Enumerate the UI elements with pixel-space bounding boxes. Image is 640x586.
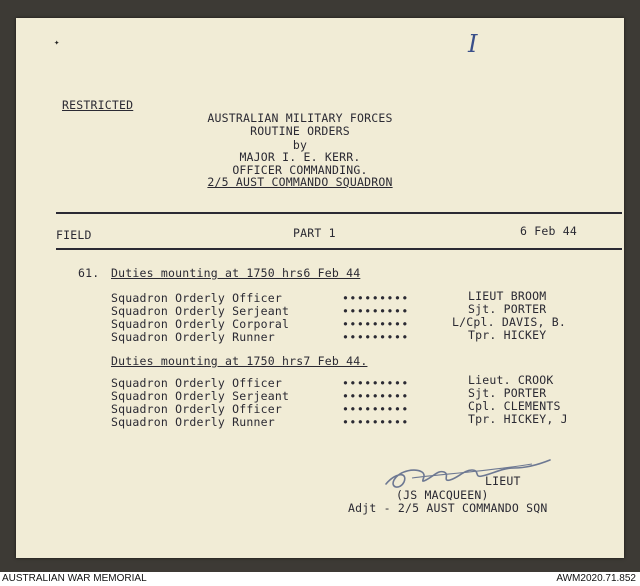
page-mark: I (468, 30, 478, 58)
section1-dots-1: ••••••••• (342, 291, 409, 305)
header-line-2: ROUTINE ORDERS (250, 124, 350, 138)
section1-duty-1: Squadron Orderly Officer (111, 291, 282, 305)
section2-dots-4: ••••••••• (342, 415, 409, 429)
top-rule (56, 212, 622, 214)
section1-duty-3: Squadron Orderly Corporal (111, 317, 290, 331)
signatory-rank: LIEUT (485, 474, 521, 488)
field-label: FIELD (56, 228, 92, 242)
section2-heading: Duties mounting at 1750 hrs7 Feb 44. (111, 354, 368, 368)
bottom-rule (56, 248, 622, 250)
section2-duty-4: Squadron Orderly Runner (111, 415, 275, 429)
handwritten-signature (382, 458, 552, 492)
archive-footer (0, 572, 640, 586)
archive-reference: AWM2020.71.852 (556, 573, 636, 584)
signatory-name: (JS MACQUEEN) (396, 488, 489, 502)
part-label: PART 1 (293, 226, 336, 240)
section2-dots-3: ••••••••• (342, 402, 409, 416)
header-line-6: 2/5 AUST COMMANDO SQUADRON (207, 175, 393, 189)
ink-speck: ✦ (54, 38, 60, 48)
section2-dots-2: ••••••••• (342, 389, 409, 403)
document-page (16, 18, 624, 558)
header-line-1: AUSTRALIAN MILITARY FORCES (207, 111, 393, 125)
section2-duty-3: Squadron Orderly Officer (111, 402, 282, 416)
section1-duty-2: Squadron Orderly Serjeant (111, 304, 290, 318)
section1-name-1: LIEUT BROOM (468, 289, 547, 303)
section1-name-4: Tpr. HICKEY (468, 328, 547, 342)
signatory-appointment: Adjt - 2/5 AUST COMMANDO SQN (348, 501, 548, 515)
archive-name: AUSTRALIAN WAR MEMORIAL (2, 573, 147, 584)
section2-name-2: Sjt. PORTER (468, 386, 547, 400)
section2-name-3: Cpl. CLEMENTS (468, 399, 561, 413)
section1-dots-4: ••••••••• (342, 330, 409, 344)
item-number: 61. (78, 266, 100, 280)
order-date: 6 Feb 44 (520, 224, 577, 238)
section1-duty-4: Squadron Orderly Runner (111, 330, 275, 344)
section2-dots-1: ••••••••• (342, 376, 409, 390)
header-line-5: OFFICER COMMANDING. (232, 163, 368, 177)
section1-name-3: L/Cpl. DAVIS, B. (452, 315, 566, 329)
section1-dots-3: ••••••••• (342, 317, 409, 331)
section1-heading: Duties mounting at 1750 hrs6 Feb 44 (111, 266, 361, 280)
section2-duty-1: Squadron Orderly Officer (111, 376, 282, 390)
section1-dots-2: ••••••••• (342, 304, 409, 318)
section1-name-2: Sjt. PORTER (468, 302, 547, 316)
header-line-4: MAJOR I. E. KERR. (239, 150, 361, 164)
section2-name-4: Tpr. HICKEY, J (468, 412, 568, 426)
section2-duty-2: Squadron Orderly Serjeant (111, 389, 290, 403)
section2-name-1: Lieut. CROOK (468, 373, 554, 387)
classification-label: RESTRICTED (62, 98, 134, 112)
header-line-3: by (292, 138, 308, 152)
